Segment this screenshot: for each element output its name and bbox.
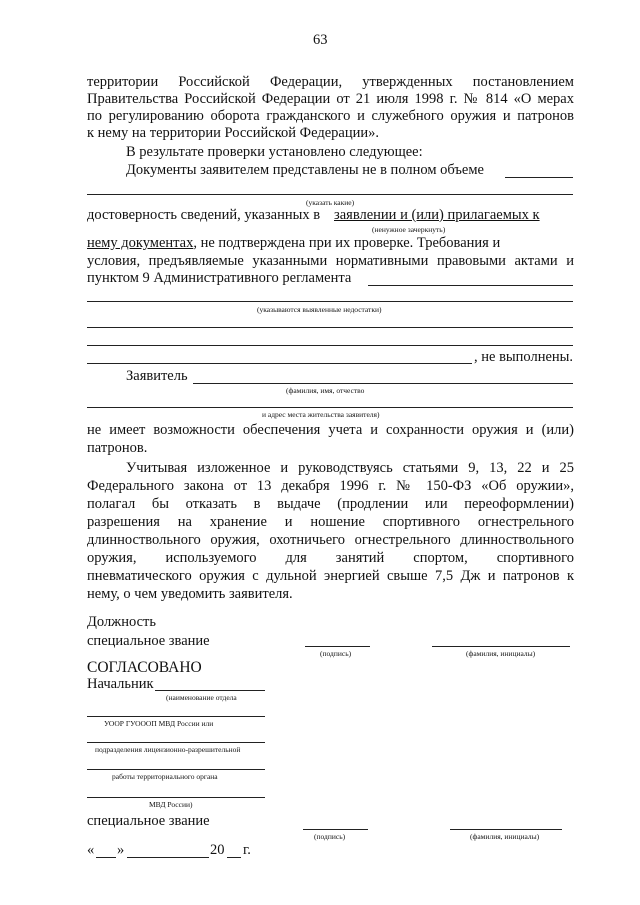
hint-surname-1: (фамилия, инициалы) <box>466 649 536 658</box>
hint-mvd: МВД России) <box>149 800 193 809</box>
reliability-line4: пунктом 9 Административного регламента <box>87 270 352 286</box>
applicant-line <box>193 383 573 384</box>
surname-line-2 <box>450 829 562 830</box>
reliability-line2-rest: , не подтверждена при их проверке. Требования и <box>193 235 501 251</box>
hint-subdivision: подразделения лицензионно-разрешительной <box>95 745 241 754</box>
date-year-suffix: г. <box>243 842 251 858</box>
hint-specify: (указать какие) <box>306 198 355 207</box>
docs-incomplete: Документы заявителем представлены не в полном объеме <box>126 162 484 178</box>
docs-list-line <box>87 194 573 195</box>
para1-line3: по регулированию оборота гражданского и служебного оружия и патронов <box>87 108 574 124</box>
para1-line2: Правительства Российской Федерации от 21 июля 1998 г. № 814 «О мерах <box>87 91 574 107</box>
reliability-line2-underlined: нему документах <box>87 235 194 251</box>
regulation-blank-line <box>368 285 573 286</box>
decision-line3: полагал бы отказать в выдаче (продлении или переоформлении) <box>87 496 574 512</box>
not-fulfilled: , не выполнены. <box>474 349 574 365</box>
hint-department: (наименование отдела <box>166 693 237 702</box>
rank-label: специальное звание <box>87 633 210 649</box>
signature-line-2 <box>303 829 368 830</box>
decision-line8: нему, о чем уведомить заявителя. <box>87 586 293 602</box>
decision-line4: разрешения на хранение и ношение спортивного огнестрельного <box>87 514 574 530</box>
hint-shortcomings: (указываются выявленные недостатки) <box>257 305 382 314</box>
position-label: Должность <box>87 614 156 630</box>
hint-strike: (ненужное зачеркнуть) <box>372 225 446 234</box>
hint-signature-2: (подпись) <box>314 832 346 841</box>
reliability-underlined: заявлении и (или) прилагаемых к <box>334 207 540 223</box>
hint-surname-2: (фамилия, инициалы) <box>470 832 540 841</box>
date-close-quote: » <box>117 842 125 858</box>
para1-line4: к нему на территории Российской Федерации». <box>87 125 379 141</box>
chief-label: Начальник <box>87 676 154 692</box>
decision-line2: Федерального закона от 13 декабря 1996 г. № 150-ФЗ «Об оружии», <box>87 478 574 494</box>
hint-signature-1: (подпись) <box>320 649 352 658</box>
date-month-line <box>127 857 209 858</box>
rank-label-2: специальное звание <box>87 813 210 829</box>
date-day-line <box>96 857 116 858</box>
department-line-5 <box>87 797 265 798</box>
department-line-3 <box>87 742 265 743</box>
department-line-1 <box>155 690 265 691</box>
reliability-line3: условия, предъявляемые указанными нормативными правовыми актами и <box>87 253 574 269</box>
department-line-2 <box>87 716 265 717</box>
decision-line1: Учитывая изложенное и руководствуясь статьями 9, 13, 22 и 25 <box>126 460 574 476</box>
docs-blank-line <box>505 177 573 178</box>
surname-line-1 <box>432 646 570 647</box>
no-capacity-line1: не имеет возможности обеспечения учета и сохранности оружия и (или) <box>87 422 574 438</box>
hint-fio: (фамилия, имя, отчество <box>286 386 365 395</box>
department-line-4 <box>87 769 265 770</box>
shortcomings-line-2 <box>87 327 573 328</box>
shortcomings-line-4 <box>87 363 472 364</box>
address-line <box>87 407 573 408</box>
decision-line6: оружия, используемого для занятий спортом, спортивного <box>87 550 574 566</box>
shortcomings-line-3 <box>87 345 573 346</box>
date-year-prefix: 20 <box>210 842 225 858</box>
date-open-quote: « <box>87 842 95 858</box>
date-year-line <box>227 857 241 858</box>
para1-line1: территории Российской Федерации, утвержденных постановлением <box>87 74 574 90</box>
agreed-heading: СОГЛАСОВАНО <box>87 659 202 676</box>
applicant-label: Заявитель <box>126 368 188 384</box>
decision-line5: длинноствольного оружия, охотничьего огнестрельного длинноствольного <box>87 532 574 548</box>
page-number: 63 <box>313 32 328 48</box>
hint-uoop: УООР ГУОООП МВД России или <box>104 719 214 728</box>
shortcomings-line-1 <box>87 301 573 302</box>
check-result: В результате проверки установлено следующее: <box>126 144 423 160</box>
signature-line-1 <box>305 646 370 647</box>
reliability-start: достоверность сведений, указанных в <box>87 207 321 223</box>
hint-work: работы территориального органа <box>112 772 218 781</box>
reliability-line2 <box>87 235 500 252</box>
hint-address: и адрес места жительства заявителя) <box>262 410 380 419</box>
decision-line7: пневматического оружия с дульной энергией свыше 7,5 Дж и патронов к <box>87 568 574 584</box>
no-capacity-line2: патронов. <box>87 440 148 456</box>
